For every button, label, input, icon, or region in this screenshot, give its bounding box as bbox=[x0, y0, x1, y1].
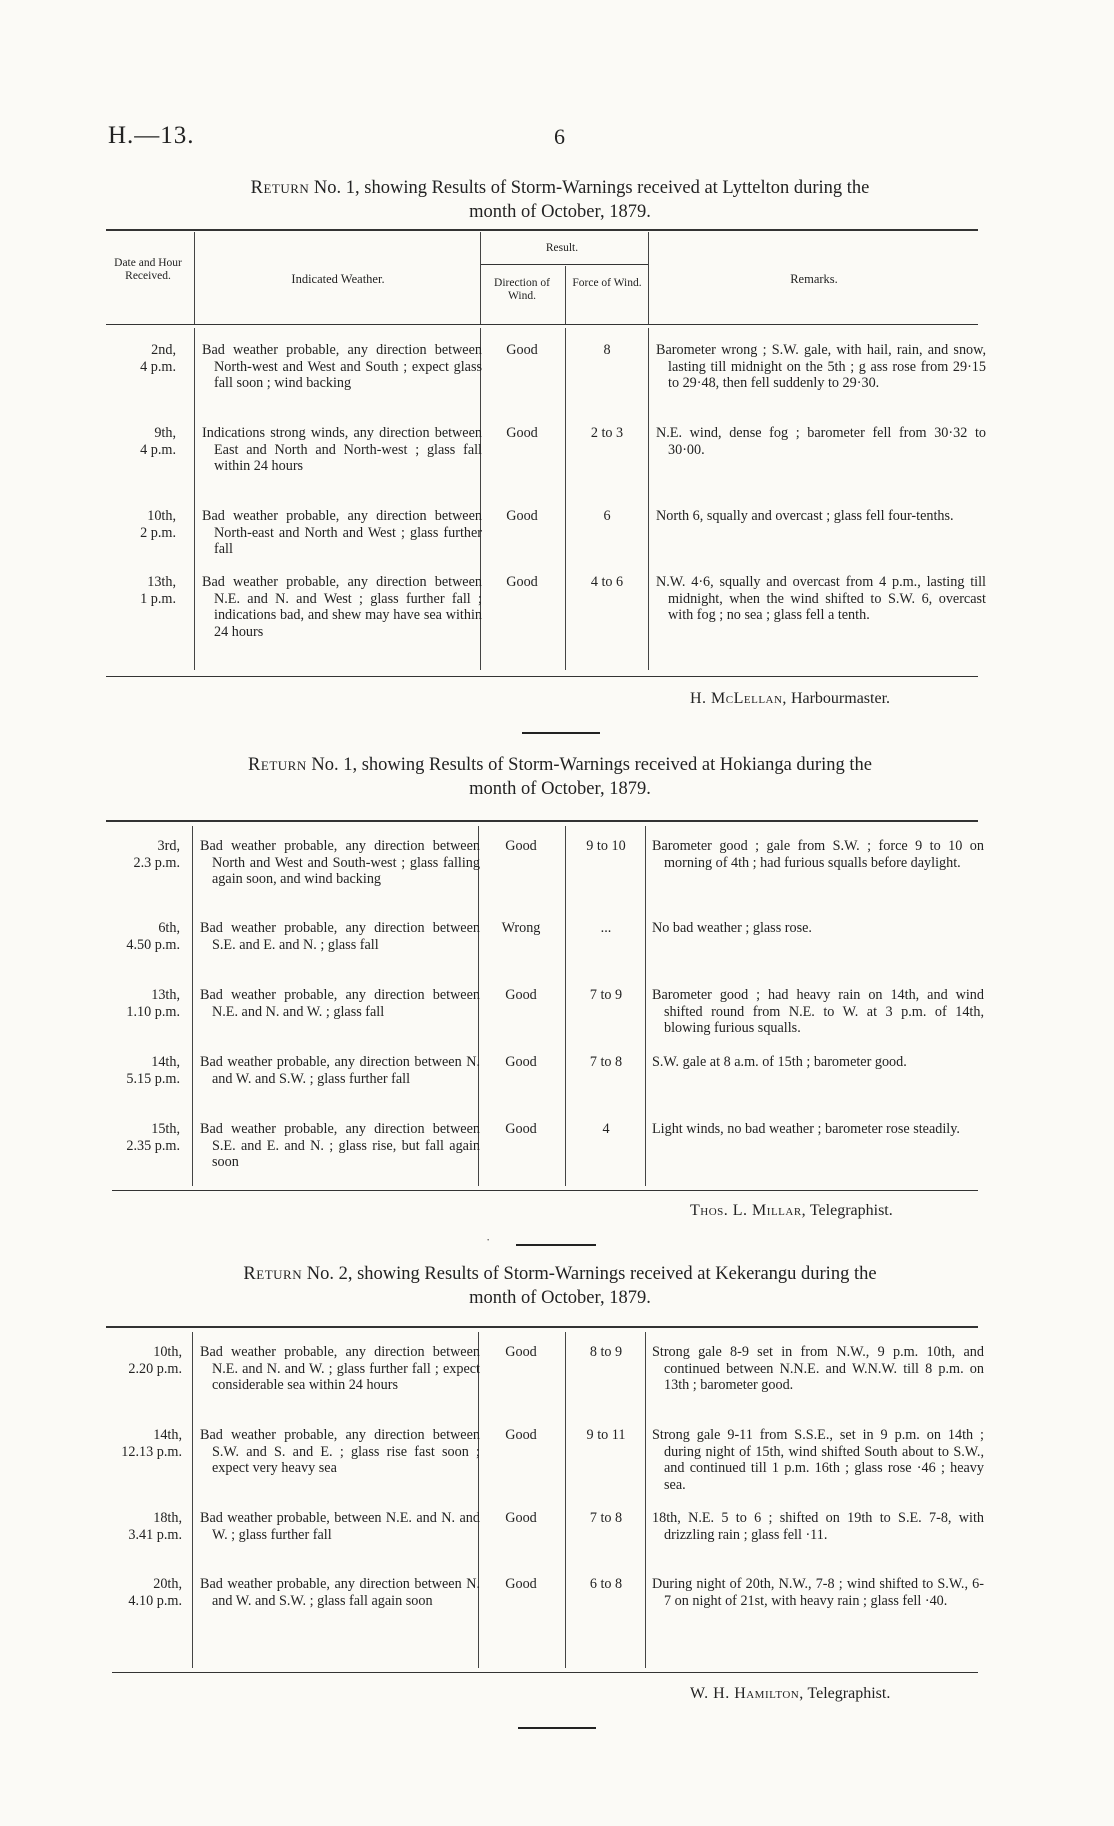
header-direction: Direction of Wind. bbox=[494, 277, 550, 302]
remarks-cell: Light winds, no bad weather ; barometer rose steadily. bbox=[652, 1121, 960, 1137]
force-cell: 7 to 9 bbox=[589, 987, 623, 1003]
direction-cell: Good bbox=[506, 574, 538, 590]
force-cell: 2 to 3 bbox=[590, 425, 624, 441]
remarks-cell: N.W. 4·6, squally and overcast from 4 p.m., lasting till midnight, when the wind shifted to S.W. 6, overcast with fog ; no sea ; glass fell a tenth. bbox=[656, 574, 986, 624]
return-1-caption: Return No. 1, showing Results of Storm-Warnings received at Lyttelton during the month of October, 1879. bbox=[250, 178, 870, 222]
remarks-cell: North 6, squally and overcast ; glass fell four-tenths. bbox=[656, 508, 954, 524]
section-divider bbox=[516, 1244, 596, 1246]
force-cell: 6 to 8 bbox=[589, 1576, 623, 1592]
table-row: 15th, 2.35 p.m. bbox=[126, 1121, 180, 1154]
table-2-top-rule bbox=[106, 820, 978, 822]
table-row: 9th, 4 p.m. bbox=[140, 425, 176, 458]
remarks-cell: N.E. wind, dense fog ; barometer fell from 30·32 to 30·00. bbox=[656, 425, 986, 458]
signature-1: H. McLellan, Harbourmaster. bbox=[690, 690, 891, 707]
header-result: Result. bbox=[545, 242, 579, 254]
direction-cell: Good bbox=[506, 342, 538, 358]
weather-cell: Bad weather probable, any direction between S.W. and S. and E. ; glass rise fast soon ; expect very heavy sea bbox=[200, 1427, 480, 1477]
force-cell: 8 to 9 bbox=[589, 1344, 623, 1360]
table-row: 13th, 1 p.m. bbox=[140, 574, 176, 607]
remarks-cell: S.W. gale at 8 a.m. of 15th ; barometer good. bbox=[652, 1054, 907, 1070]
weather-cell: Bad weather probable, any direction between S.E. and E. and N. ; glass rise, but fall again soon bbox=[200, 1121, 480, 1171]
page-number: 6 bbox=[554, 124, 565, 149]
table-row: 10th, 2 p.m. bbox=[140, 508, 176, 541]
document-code: H.—13. bbox=[108, 122, 195, 149]
direction-cell: Good bbox=[506, 425, 538, 441]
remarks-cell: Barometer good ; gale from S.W. ; force 9 to 10 on morning of 4th ; had furious squalls before daylight. bbox=[652, 838, 984, 871]
weather-cell: Bad weather probable, between N.E. and N. and W. ; glass further fall bbox=[200, 1510, 480, 1543]
force-cell: 6 bbox=[603, 508, 611, 524]
table-1-header-rule bbox=[106, 324, 978, 325]
weather-cell: Bad weather probable, any direction between N. and W. and S.W. ; glass further fall bbox=[200, 1054, 480, 1087]
direction-cell: Good bbox=[505, 1510, 537, 1526]
table-row: 3rd, 2.3 p.m. bbox=[133, 838, 180, 871]
remarks-cell: No bad weather ; glass rose. bbox=[652, 920, 812, 936]
direction-cell: Good bbox=[505, 1576, 537, 1592]
force-cell: 9 to 11 bbox=[586, 1427, 626, 1443]
direction-cell: Good bbox=[505, 838, 537, 854]
table-row: 14th, 12.13 p.m. bbox=[121, 1427, 182, 1460]
weather-cell: Indications strong winds, any direction between East and North and North-west ; glass fall within 24 hours bbox=[202, 425, 482, 475]
remarks-cell: Barometer wrong ; S.W. gale, with hail, rain, and snow, lasting till midnight on the 5th ; g ass rose from 29·15 to 29·48, then fell suddenly to 29·30. bbox=[656, 342, 986, 392]
direction-cell: Good bbox=[505, 987, 537, 1003]
remarks-cell: Barometer good ; had heavy rain on 14th, and wind shifted round from N.E. to W. at 3 p.m. of 14th, blowing furious squalls. bbox=[652, 987, 984, 1037]
section-divider bbox=[522, 732, 600, 734]
force-cell: ... bbox=[600, 920, 612, 936]
weather-cell: Bad weather probable, any direction between N.E. and N. and W. ; glass fall bbox=[200, 987, 480, 1020]
direction-cell: Good bbox=[505, 1344, 537, 1360]
weather-cell: Bad weather probable, any direction between N.E. and N. and West ; glass further fall ; indications bad, and shew may have sea within 24 hours bbox=[202, 574, 482, 640]
signature-2: Thos. L. Millar, Telegraphist. bbox=[690, 1202, 893, 1219]
stray-mark: · bbox=[486, 1232, 491, 1247]
weather-cell: Bad weather probable, any direction between North and West and South-west ; glass falling again soon, and wind backing bbox=[200, 838, 480, 888]
direction-cell: Wrong bbox=[501, 920, 541, 936]
remarks-cell: 18th, N.E. 5 to 6 ; shifted on 19th to S.E. 7-8, with drizzling rain ; glass fell ·11. bbox=[652, 1510, 984, 1543]
table-3-bottom-rule bbox=[112, 1672, 978, 1673]
table-row: 20th, 4.10 p.m. bbox=[128, 1576, 182, 1609]
table-3-top-rule bbox=[106, 1326, 978, 1328]
header-weather: Indicated Weather. bbox=[291, 272, 385, 286]
header-remarks: Remarks. bbox=[790, 272, 838, 286]
force-cell: 8 bbox=[603, 342, 611, 358]
remarks-cell: Strong gale 9-11 from S.S.E., set in 9 p.m. on 14th ; during night of 15th, wind shifted South about to S.W., and continued till 1 p.m. 16th ; glass rose ·46 ; heavy sea. bbox=[652, 1427, 984, 1493]
table-row: 14th, 5.15 p.m. bbox=[126, 1054, 180, 1087]
force-cell: 7 to 8 bbox=[589, 1510, 623, 1526]
force-cell: 4 bbox=[602, 1121, 610, 1137]
weather-cell: Bad weather probable, any direction between S.E. and E. and N. ; glass fall bbox=[200, 920, 480, 953]
table-row: 13th, 1.10 p.m. bbox=[126, 987, 180, 1020]
table-row: 18th, 3.41 p.m. bbox=[128, 1510, 182, 1543]
table-row: 6th, 4.50 p.m. bbox=[126, 920, 180, 953]
table-1-top-rule bbox=[106, 229, 978, 231]
weather-cell: Bad weather probable, any direction between N. and W. and S.W. ; glass fall again soon bbox=[200, 1576, 480, 1609]
return-3-caption: Return No. 2, showing Results of Storm-Warnings received at Kekerangu during the month of October, 1879. bbox=[243, 1264, 877, 1308]
header-force: Force of Wind. bbox=[572, 277, 642, 289]
direction-cell: Good bbox=[505, 1121, 537, 1137]
table-row: 10th, 2.20 p.m. bbox=[128, 1344, 182, 1377]
direction-cell: Good bbox=[505, 1054, 537, 1070]
force-cell: 9 to 10 bbox=[586, 838, 626, 854]
weather-cell: Bad weather probable, any direction between N.E. and N. and W. ; glass further fall ; expect considerable sea within 24 hours bbox=[200, 1344, 480, 1394]
signature-3: W. H. Hamilton, Telegraphist. bbox=[690, 1685, 891, 1702]
direction-cell: Good bbox=[506, 508, 538, 524]
weather-cell: Bad weather probable, any direction between North-east and North and West ; glass further fall bbox=[202, 508, 482, 558]
header-date: Date and Hour Received. bbox=[114, 257, 182, 282]
table-1-bottom-rule bbox=[106, 676, 978, 677]
remarks-cell: Strong gale 8-9 set in from N.W., 9 p.m. 10th, and continued between N.N.E. and W.N.W. till 8 p.m. on 13th ; barometer good. bbox=[652, 1344, 984, 1394]
return-2-caption: Return No. 1, showing Results of Storm-Warnings received at Hokianga during the month of October, 1879. bbox=[248, 755, 872, 799]
section-divider bbox=[518, 1727, 596, 1729]
header-result-rule bbox=[480, 264, 648, 265]
table-row: 2nd, 4 p.m. bbox=[140, 342, 176, 375]
direction-cell: Good bbox=[505, 1427, 537, 1443]
table-2-bottom-rule bbox=[112, 1190, 978, 1191]
force-cell: 4 to 6 bbox=[590, 574, 624, 590]
force-cell: 7 to 8 bbox=[589, 1054, 623, 1070]
weather-cell: Bad weather probable, any direction between North-west and West and South ; expect glass fall soon ; wind backing bbox=[202, 342, 482, 392]
remarks-cell: During night of 20th, N.W., 7-8 ; wind shifted to S.W., 6-7 on night of 21st, with heavy rain ; glass fell ·40. bbox=[652, 1576, 984, 1609]
